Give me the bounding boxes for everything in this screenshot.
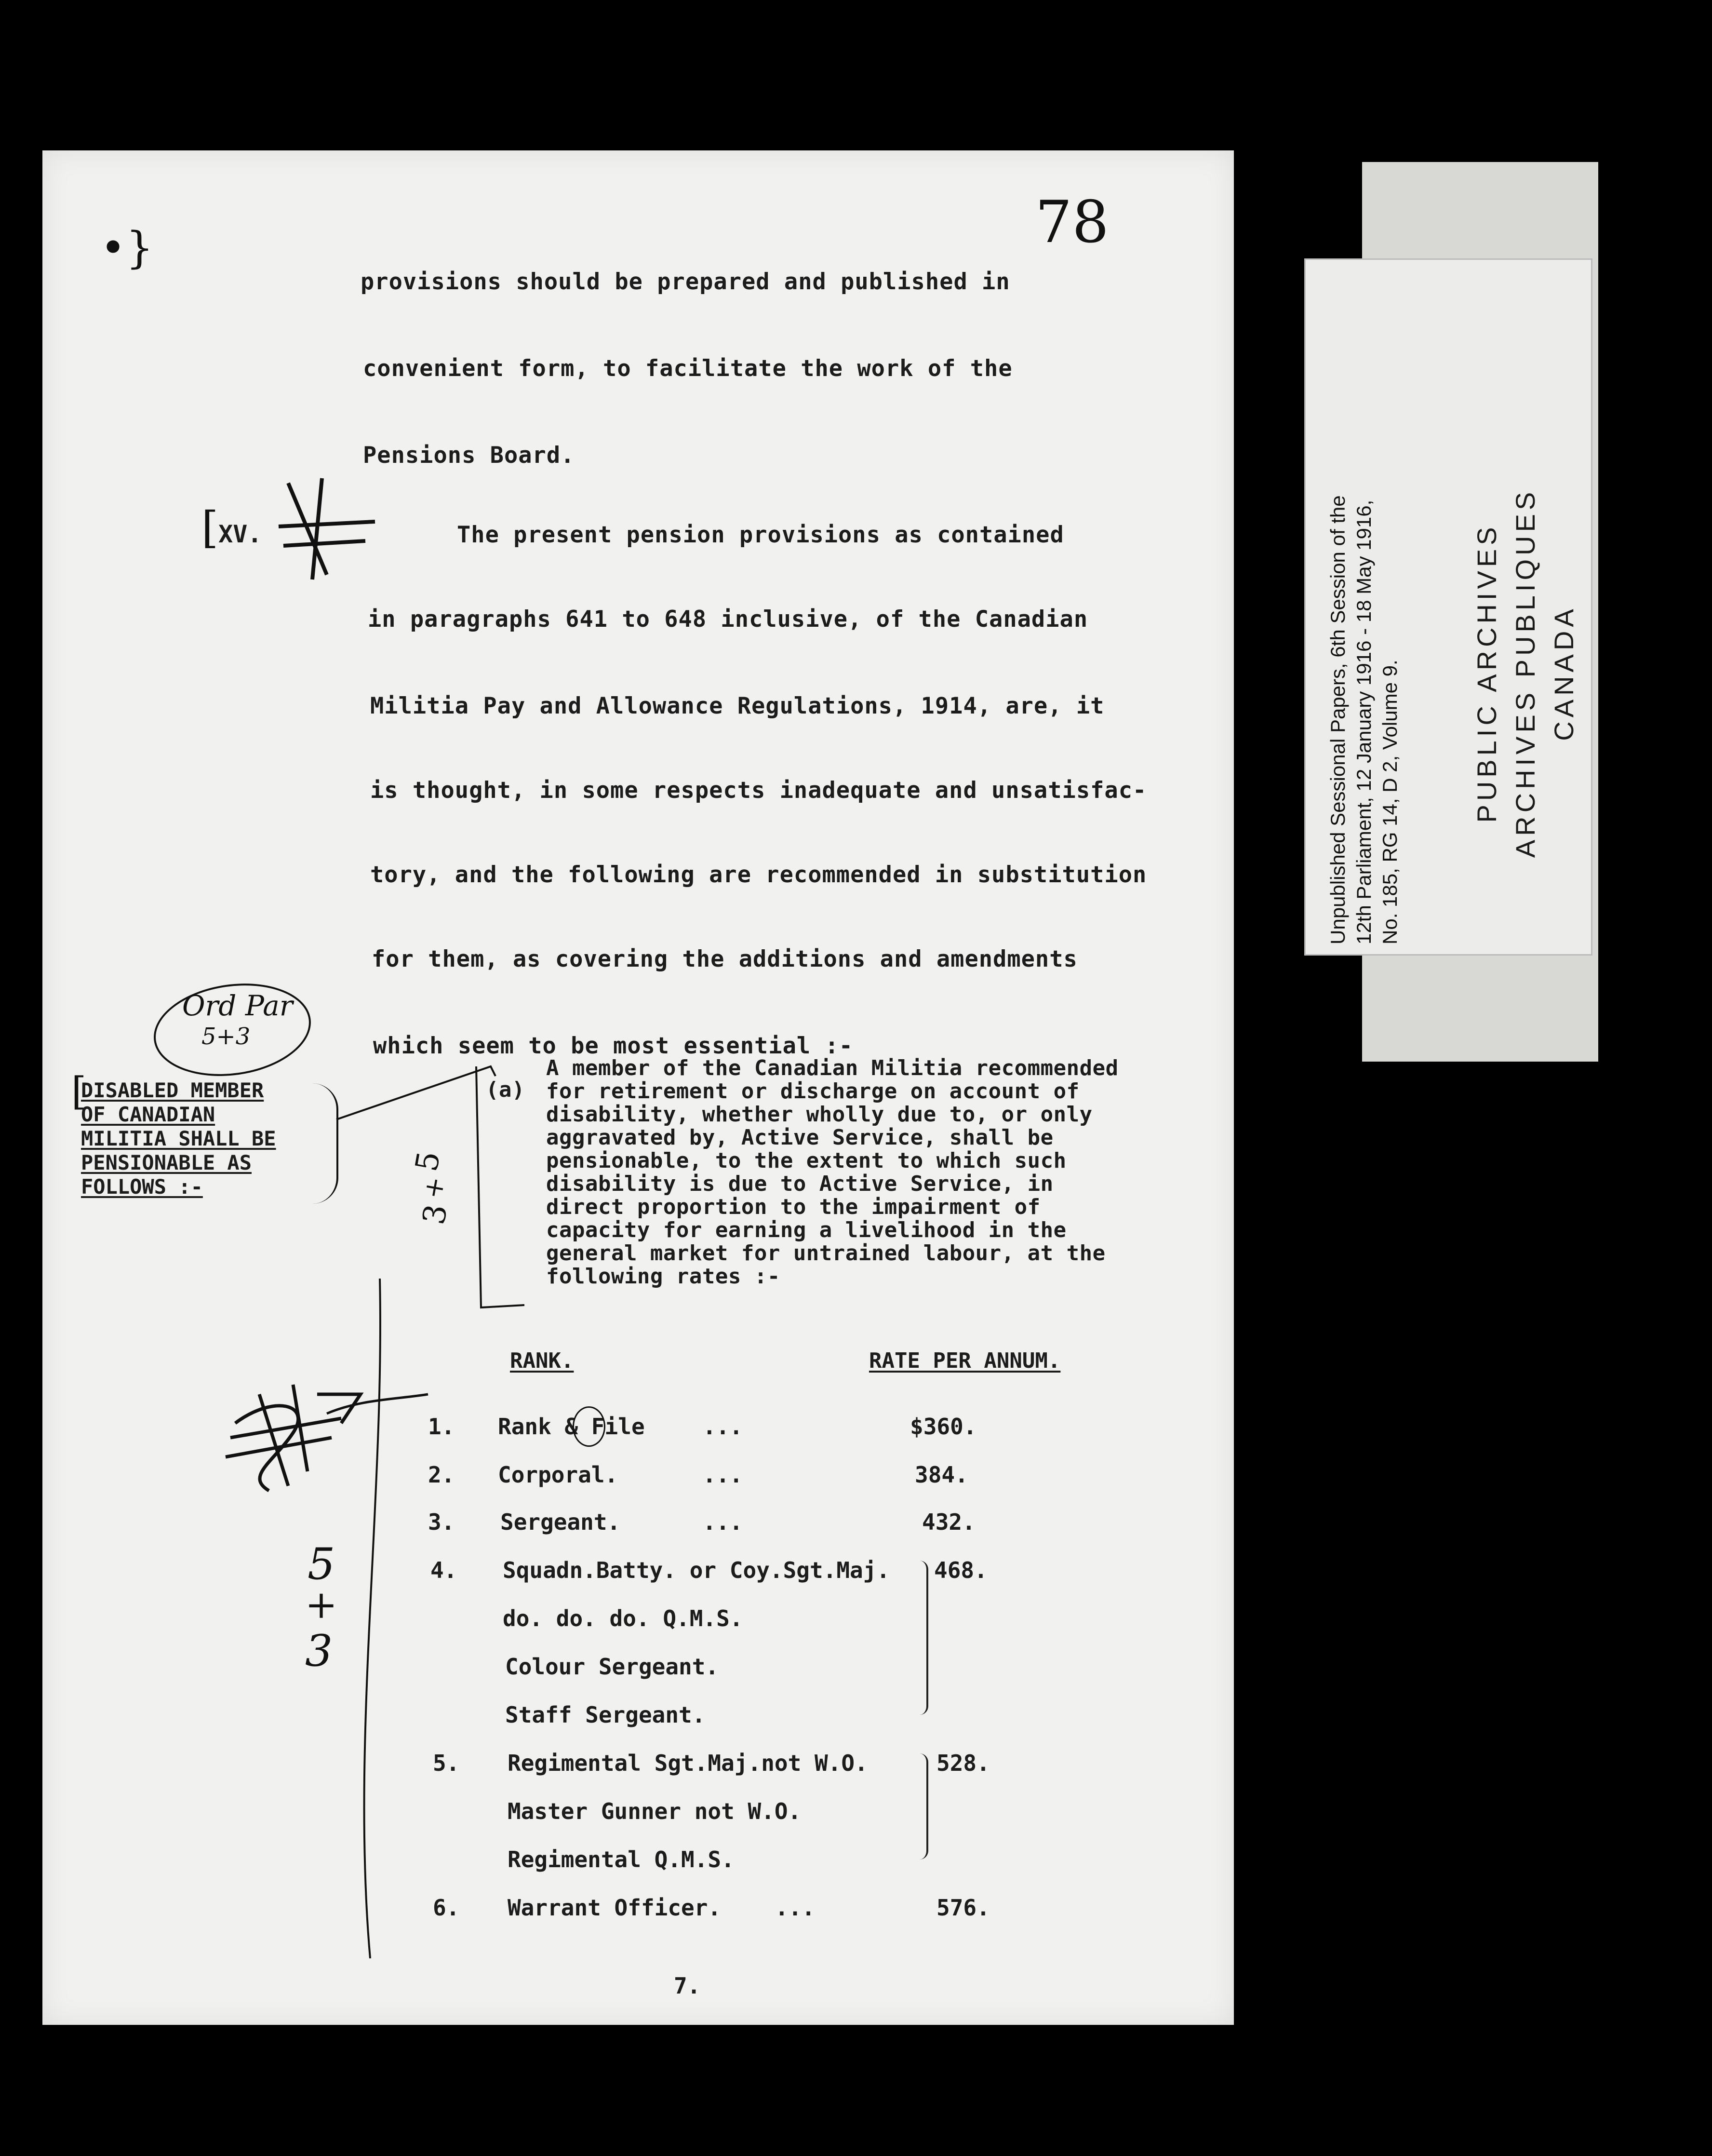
- archive-stamp-line-3: CANADA: [1549, 605, 1579, 741]
- section-mark: [XV.: [201, 502, 262, 553]
- handwritten-page-number: 78: [1035, 189, 1109, 256]
- body-line-6: Militia Pay and Allowance Regulations, 1914, are, it: [370, 693, 1105, 719]
- crossed-out-scribble: [216, 1365, 438, 1510]
- row-num: 3.: [428, 1509, 455, 1535]
- side-note-5: 5: [409, 1148, 448, 1174]
- row-num: 2.: [428, 1462, 455, 1488]
- body-line-8: tory, and the following are recommended in substitution: [370, 862, 1147, 888]
- clause-line-4: aggravated by, Active Service, shall be: [546, 1125, 1054, 1150]
- body-line-2: convenient form, to facilitate the work of the: [363, 355, 1013, 382]
- corner-mark: •}: [100, 223, 154, 273]
- archive-stamp: [1468, 432, 1613, 1155]
- row-dots: ...: [775, 1895, 816, 1921]
- margin-heading-bracket: [: [71, 1069, 87, 1114]
- row-num: 5.: [433, 1750, 460, 1776]
- clause-line-5: pensionable, to the extent to which such: [546, 1148, 1067, 1173]
- row-rank: Staff Sergeant.: [505, 1702, 706, 1728]
- row-rate: 528.: [936, 1750, 990, 1776]
- footer-page-number: 7.: [674, 1973, 701, 1999]
- row-rank: Warrant Officer.: [508, 1895, 722, 1921]
- margin-heading-line-3: MILITIA SHALL BE: [81, 1127, 276, 1150]
- row-dots: ...: [703, 1509, 743, 1535]
- table-header-rate: RATE PER ANNUM.: [869, 1348, 1061, 1373]
- clause-line-8: capacity for earning a livelihood in the: [546, 1218, 1067, 1242]
- row-num: 6.: [433, 1895, 460, 1921]
- archive-reference-line-2: 12th Parliament, 12 January 1916 - 18 May 1916,: [1352, 499, 1375, 944]
- clause-line-2: for retirement or discharge on account of: [546, 1079, 1080, 1104]
- body-line-10: which seem to be most essential :-: [373, 1033, 854, 1059]
- row-dots: ...: [703, 1462, 743, 1488]
- row-rate: 432.: [922, 1509, 976, 1535]
- clause-line-1: A member of the Canadian Militia recommended: [546, 1056, 1119, 1080]
- lower-note-3: 3: [305, 1626, 333, 1676]
- row-num: 1.: [428, 1414, 455, 1440]
- circled-note-line-2: 5+3: [201, 1023, 251, 1050]
- row-dots: ...: [703, 1414, 743, 1440]
- row-rank: Sergeant.: [500, 1509, 621, 1535]
- clause-label: (a): [486, 1078, 525, 1102]
- clause-line-10: following rates :-: [546, 1264, 780, 1289]
- archive-reference-line-1: Unpublished Sessional Papers, 6th Session of the: [1326, 495, 1349, 944]
- row-rank: Corporal.: [498, 1462, 618, 1488]
- row-rate: $360.: [910, 1414, 977, 1440]
- clause-line-9: general market for untrained labour, at the: [546, 1241, 1106, 1266]
- clause-line-3: disability, whether wholly due to, or only: [546, 1102, 1093, 1127]
- section-number: XV.: [218, 520, 262, 548]
- row-num: 4.: [430, 1557, 457, 1583]
- circled-note-line-1: Ord Par: [182, 989, 293, 1022]
- body-line-4: The present pension provisions as contained: [457, 522, 1064, 548]
- brace-group-4: [920, 1561, 928, 1715]
- clause-line-7: direct proportion to the impairment of: [546, 1195, 1041, 1219]
- document-page: [42, 150, 1234, 2025]
- table-header-rank: RANK.: [510, 1348, 574, 1373]
- margin-heading-line-1: DISABLED MEMBER: [81, 1078, 264, 1102]
- row-rank: Regimental Sgt.Maj.not W.O.: [508, 1750, 868, 1776]
- body-line-3: Pensions Board.: [363, 442, 575, 469]
- margin-heading-line-4: PENSIONABLE AS: [81, 1151, 252, 1174]
- side-note-3: 3: [416, 1201, 455, 1227]
- archive-reference-line-3: No. 185, RG 14, D 2, Volume 9.: [1378, 660, 1401, 944]
- row-rank: do. do. do. Q.M.S.: [503, 1605, 743, 1631]
- row-rank: Colour Sergeant.: [505, 1654, 719, 1680]
- row-rate: 468.: [934, 1557, 988, 1583]
- row-rank: Squadn.Batty. or Coy.Sgt.Maj.: [503, 1557, 890, 1583]
- body-line-9: for them, as covering the additions and amendments: [372, 946, 1078, 972]
- archive-stamp-line-1: PUBLIC ARCHIVES: [1471, 523, 1502, 823]
- clause-line-6: disability is due to Active Service, in: [546, 1172, 1054, 1196]
- body-line-7: is thought, in some respects inadequate and unsatisfac-: [370, 777, 1147, 804]
- side-note-plus: +: [417, 1174, 451, 1201]
- row-rate: 384.: [915, 1462, 968, 1488]
- margin-heading-line-5: FOLLOWS :-: [81, 1175, 203, 1199]
- margin-heading-line-2: OF CANADIAN: [81, 1103, 215, 1126]
- lower-note-5: 5: [308, 1539, 335, 1590]
- body-line-5: in paragraphs 641 to 648 inclusive, of the Canadian: [368, 606, 1088, 633]
- row-rank: Master Gunner not W.O.: [508, 1798, 802, 1824]
- archive-label: [1304, 162, 1600, 1062]
- row-rank: Regimental Q.M.S.: [508, 1846, 735, 1873]
- row-rank: Rank & File: [498, 1414, 645, 1440]
- body-line-1: provisions should be prepared and published in: [361, 269, 1010, 295]
- lower-note-plus: +: [305, 1582, 338, 1627]
- brace-group-5: [920, 1753, 928, 1860]
- row-rate: 576.: [936, 1895, 990, 1921]
- ampersand-circle: [573, 1406, 605, 1447]
- archive-stamp-line-2: ARCHIVES PUBLIQUES: [1510, 488, 1540, 858]
